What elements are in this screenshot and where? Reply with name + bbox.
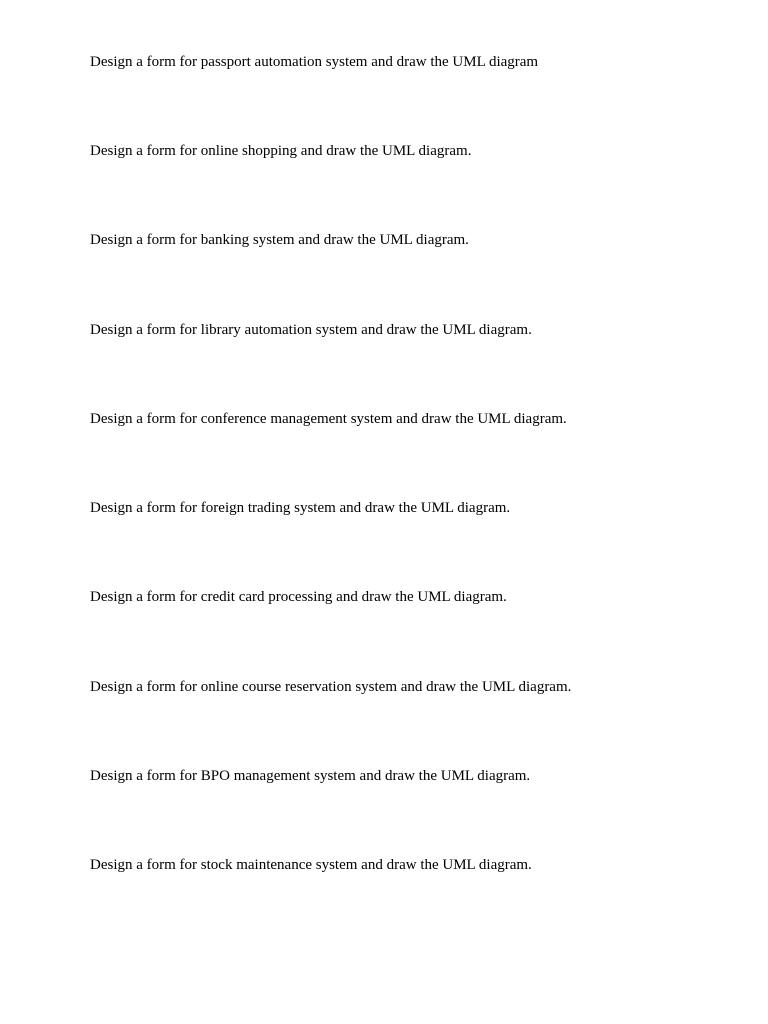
document-line: Design a form for passport automation system and draw the UML diagram (90, 54, 539, 70)
document-line: Design a form for online shopping and draw the UML diagram. (90, 143, 472, 159)
document-line: Design a form for conference management system and draw the UML diagram. (90, 411, 567, 427)
document-line: Design a form for library automation system and draw the UML diagram. (90, 322, 532, 338)
document-line: Design a form for credit card processing and draw the UML diagram. (90, 589, 507, 605)
document-line: Design a form for BPO management system and draw the UML diagram. (90, 768, 531, 784)
document-line: Design a form for banking system and draw the UML diagram. (90, 232, 469, 248)
document-line: Design a form for online course reservation system and draw the UML diagram. (90, 679, 572, 695)
document-line: Design a form for foreign trading system and draw the UML diagram. (90, 500, 511, 516)
document-line: Design a form for stock maintenance system and draw the UML diagram. (90, 857, 532, 873)
